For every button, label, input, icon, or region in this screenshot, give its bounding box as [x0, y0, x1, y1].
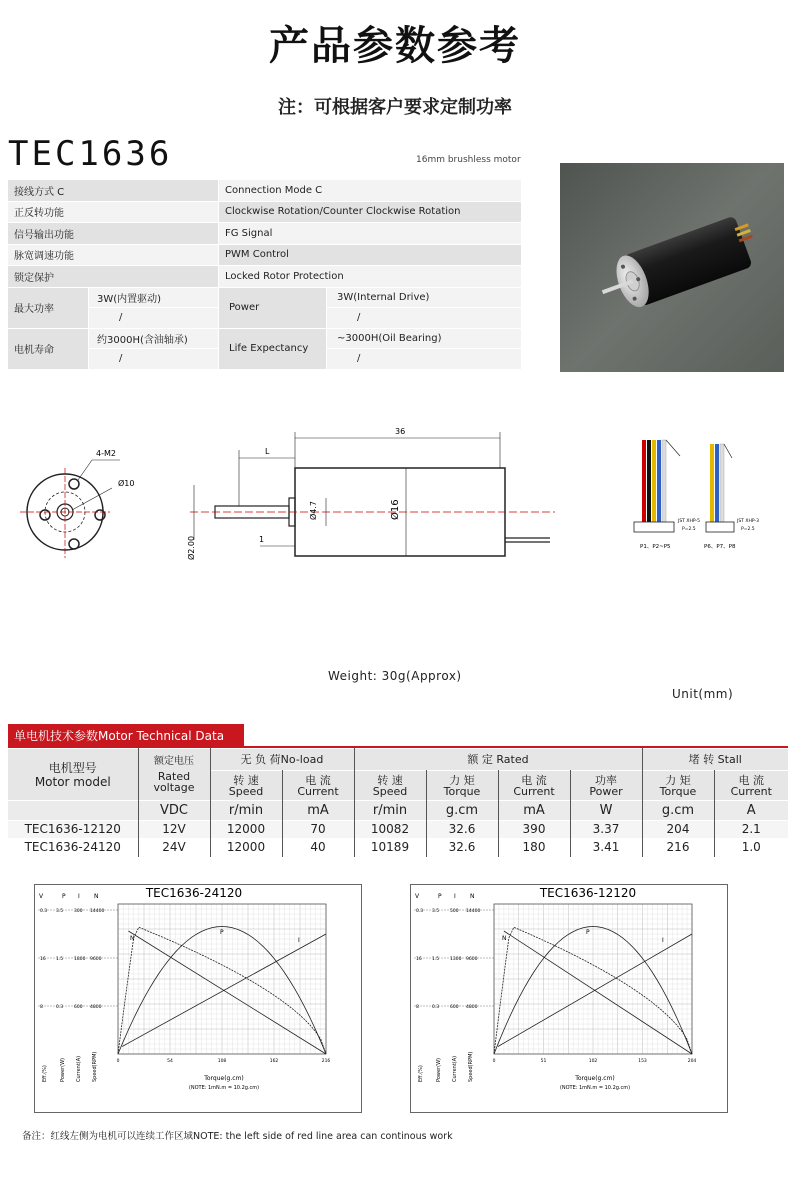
x-tick: 162: [269, 1059, 279, 1064]
y-axis-head: I: [78, 893, 80, 900]
stall-torque-header: [642, 771, 714, 801]
front-view: [20, 449, 134, 558]
x-tick: 153: [638, 1059, 647, 1064]
spec-life-row: [8, 329, 521, 370]
life-en-value: ~3000H(Oil Bearing): [327, 329, 521, 349]
x-tick: 204: [687, 1059, 697, 1064]
drawing-svg: [10, 420, 780, 580]
th-cn: 转 速: [233, 773, 259, 787]
th-cn: 功率: [595, 773, 617, 787]
x-tick: 0: [116, 1059, 120, 1064]
spec-row: [8, 266, 521, 288]
row-cell: 10082: [354, 821, 426, 839]
unit-cell: VDC: [138, 801, 210, 821]
y-tick: 4800: [90, 1005, 102, 1010]
drawing-length-l: L: [265, 447, 270, 456]
row-cell: 40: [282, 839, 354, 857]
spec-row: [8, 223, 521, 245]
spec-row: [8, 180, 521, 202]
y-tick: 14400: [90, 909, 105, 914]
y-tick: 4800: [466, 1005, 478, 1010]
spec-cn: 脉宽调速功能: [8, 245, 218, 266]
motor-illustration: [560, 163, 784, 372]
model-cn-label: 电机型号: [48, 760, 97, 775]
x-tick: 51: [540, 1059, 547, 1064]
y-tick: 8: [40, 1005, 43, 1010]
drawing-dia-body: Ø16: [390, 499, 401, 520]
spec-cn: 信号输出功能: [8, 223, 218, 244]
y-tick: 0.3: [416, 909, 424, 914]
th-en: Torque: [443, 784, 481, 798]
weight-label: Weight: 30g(Approx): [328, 669, 462, 683]
spec-en: Clockwise Rotation/Counter Clockwise Rotation: [218, 202, 521, 223]
rated-power-header: [570, 771, 642, 801]
spec-en: PWM Control: [218, 245, 521, 266]
life-en-label: Life Expectancy: [218, 329, 326, 369]
table-row: [8, 821, 788, 839]
chart-frame: [411, 885, 728, 1113]
th-en: Torque: [659, 784, 697, 798]
chart-title: TEC1636-24120: [145, 886, 243, 900]
life-cn-label: 电机寿命: [8, 329, 88, 369]
power-cn-values: [88, 288, 218, 328]
curve-label-p: P: [586, 929, 590, 936]
power-en-label: Power: [218, 288, 326, 328]
y-tick: 600: [74, 1005, 83, 1010]
y-tick: 14400: [466, 909, 481, 914]
rated-current-header: [498, 771, 570, 801]
y-tick: 600: [450, 1005, 459, 1010]
chart-y-axis-labels: [415, 893, 480, 1010]
power-en-values: [326, 288, 521, 328]
power-cn-value2: /: [89, 307, 218, 328]
spec-cn: 正反转功能: [8, 202, 218, 223]
conn1-pitch: P=2.5: [682, 527, 696, 532]
drawing-holes-label: 4-M2: [96, 449, 116, 458]
y-axis-head: V: [415, 893, 420, 900]
axis-title: Speed(RPM): [468, 1051, 474, 1082]
axis-title: Current(A): [452, 1055, 458, 1082]
power-en-value: 3W(Internal Drive): [327, 288, 521, 308]
y-tick: 16: [40, 957, 46, 962]
drawing-shaft-dia: Ø2.00: [187, 535, 196, 560]
y-tick: 500: [450, 909, 459, 914]
spec-table: [8, 180, 521, 370]
unit-cell: r/min: [210, 801, 282, 821]
unit-cell: A: [714, 801, 788, 821]
axis-title: Speed(RPM): [92, 1051, 98, 1082]
th-cn: 转 速: [377, 773, 403, 787]
th-cn: 力 矩: [665, 773, 691, 787]
row-cell: 216: [642, 839, 714, 857]
conn2-pitch: P=2.5: [741, 527, 755, 532]
row-cell: 204: [642, 821, 714, 839]
row-cell: 10189: [354, 839, 426, 857]
power-en-value2: /: [327, 307, 521, 328]
x-tick: 108: [217, 1059, 227, 1064]
unit-cell: r/min: [354, 801, 426, 821]
curve-label-p: P: [220, 929, 224, 936]
page-title: 产品参数参考: [269, 23, 521, 69]
y-tick: 0.3: [432, 1005, 440, 1010]
curve-label-i: I: [662, 937, 664, 944]
x-tick: 0: [492, 1059, 496, 1064]
y-tick: 3.5: [432, 909, 440, 914]
voltage-cn-label: 额定电压: [154, 756, 194, 767]
chart-plot-area: [38, 904, 326, 1054]
y-tick: 16: [416, 957, 422, 962]
spec-power-row: [8, 288, 521, 329]
row-cell: 12000: [210, 839, 282, 857]
table-row: [8, 839, 788, 857]
axis-title: Current(A): [76, 1055, 82, 1082]
row-cell: 24V: [138, 839, 210, 857]
life-cn-value2: /: [89, 348, 218, 369]
unit-label: Unit(mm): [672, 687, 734, 701]
y-axis-head: P: [438, 893, 442, 900]
axis-title: Power(W): [436, 1058, 442, 1082]
row-cell: 32.6: [426, 821, 498, 839]
th-cn: 电 流: [738, 773, 764, 787]
connector-1: [634, 440, 700, 550]
life-en-values: [326, 329, 521, 369]
th-cn: 电 流: [521, 773, 547, 787]
unit-cell: mA: [282, 801, 354, 821]
perf-chart-12120: [410, 884, 728, 1116]
motor-photo: [560, 163, 784, 372]
noload-header: 无 负 荷No-load: [210, 749, 354, 771]
conn1-pins: P1、P2~P5: [640, 544, 671, 550]
power-cn-label: 最大功率: [8, 288, 88, 328]
curve-label-n: N: [502, 935, 507, 942]
axis-title: Eff.(%): [42, 1065, 48, 1082]
th-en: Speed: [372, 784, 408, 798]
connector-2: [704, 444, 759, 550]
x-tick: 102: [588, 1059, 598, 1064]
life-en-value2: /: [327, 348, 521, 369]
unit-cell: g.cm: [426, 801, 498, 821]
y-axis-head: P: [62, 893, 66, 900]
tech-section-title: 单电机技术参数Motor Technical Data: [8, 724, 244, 747]
chart-note: (NOTE: 1mN.m = 10.2g.cm): [188, 1085, 260, 1091]
th-en: Current: [513, 784, 555, 798]
conn1-type: JST XHP-5: [678, 519, 700, 524]
tech-header-row-1: [8, 749, 788, 771]
row-cell: 390: [498, 821, 570, 839]
y-tick: 9600: [466, 957, 478, 962]
y-tick: 300: [74, 909, 83, 914]
rated-header: 额 定 Rated: [354, 749, 642, 771]
row-model: TEC1636-12120: [8, 821, 138, 839]
drawing-step: 1: [259, 535, 265, 544]
conn2-type: JST XHP-3: [737, 519, 759, 524]
noload-speed-header: [210, 771, 282, 801]
th-en: Current: [730, 784, 772, 798]
row-cell: 2.1: [714, 821, 788, 839]
y-tick: 0.3: [56, 1005, 64, 1010]
row-cell: 3.41: [570, 839, 642, 857]
y-tick: 0.3: [40, 909, 48, 914]
x-tick: 216: [321, 1059, 331, 1064]
tech-model-header: [8, 749, 138, 801]
spec-cn: 接线方式 C: [8, 180, 218, 201]
chart-axis-titles: [418, 1052, 474, 1082]
y-axis-head: N: [470, 893, 475, 900]
technical-drawing: [10, 420, 780, 580]
row-cell: 3.37: [570, 821, 642, 839]
voltage-en-label: Rated voltage: [153, 770, 195, 794]
spec-en: Connection Mode C: [218, 180, 521, 201]
stall-header: 堵 转 Stall: [642, 749, 788, 771]
chart-xlabel: Torque(g.cm): [575, 1075, 615, 1082]
tech-table: [8, 748, 788, 857]
noload-current-header: [282, 771, 354, 801]
chart-note: (NOTE: 1mN.m = 10.2g.cm): [559, 1085, 631, 1091]
spec-row: [8, 202, 521, 224]
chart-axis-titles: [42, 1052, 98, 1082]
life-cn-value: 约3000H(含油轴承): [89, 329, 218, 349]
unit-cell: mA: [498, 801, 570, 821]
conn2-pins: P6、P7、P8: [704, 544, 736, 550]
th-en: Power: [589, 784, 623, 798]
chart-x-ticks: [493, 1058, 697, 1064]
th-en: Speed: [228, 784, 264, 798]
y-tick: 1.5: [56, 957, 64, 962]
chart-plot-area: [414, 904, 692, 1054]
row-cell: 70: [282, 821, 354, 839]
y-tick: 3.5: [56, 909, 64, 914]
drawing-dia10-label: Ø10: [118, 479, 135, 488]
footnote: 备注：红线左侧为电机可以连续工作区域NOTE: the left side of red line area can continous work: [22, 1131, 453, 1142]
y-tick: 1.5: [432, 957, 440, 962]
chart-title: TEC1636-12120: [539, 886, 637, 900]
curve-label-n: N: [130, 935, 135, 942]
row-cell: 1.0: [714, 839, 788, 857]
y-axis-head: I: [454, 893, 456, 900]
y-axis-head: V: [39, 893, 44, 900]
th-en: Current: [297, 784, 339, 798]
row-cell: 12V: [138, 821, 210, 839]
drawing-length-total: 36: [395, 427, 406, 436]
th-cn: 力 矩: [449, 773, 475, 787]
chart-y-axis-labels: [39, 893, 104, 1010]
row-cell: 32.6: [426, 839, 498, 857]
x-tick: 54: [167, 1059, 173, 1064]
spec-en: Locked Rotor Protection: [218, 266, 521, 287]
drawing-dia-base: Ø4.7: [309, 500, 318, 520]
model-description: 16mm brushless motor: [416, 155, 521, 165]
chart-frame: [35, 885, 362, 1113]
unit-cell: g.cm: [642, 801, 714, 821]
perf-chart-24120: [34, 884, 362, 1116]
unit-cell: W: [570, 801, 642, 821]
tech-voltage-header: [138, 749, 210, 801]
y-axis-head: N: [94, 893, 99, 900]
axis-title: Power(W): [60, 1058, 66, 1082]
stall-current-header: [714, 771, 788, 801]
th-cn: 电 流: [305, 773, 331, 787]
axis-title: Eff.(%): [418, 1065, 424, 1082]
spec-row: [8, 245, 521, 267]
row-cell: 180: [498, 839, 570, 857]
life-cn-values: [88, 329, 218, 369]
spec-cn: 锁定保护: [8, 266, 218, 287]
y-tick: 1800: [74, 957, 86, 962]
page-subtitle: 注：可根据客户要求定制功率: [278, 97, 512, 118]
rated-torque-header: [426, 771, 498, 801]
row-model: TEC1636-24120: [8, 839, 138, 857]
unit-cell-empty: [8, 801, 138, 821]
curve-label-i: I: [298, 937, 300, 944]
spec-en: FG Signal: [218, 223, 521, 244]
tech-units-row: [8, 801, 788, 821]
y-tick: 1300: [450, 957, 462, 962]
rated-speed-header: [354, 771, 426, 801]
chart-x-ticks: [117, 1058, 331, 1064]
chart-xlabel: Torque(g.cm): [204, 1075, 244, 1082]
power-cn-value: 3W(内置驱动): [89, 288, 218, 308]
model-name: TEC1636: [8, 134, 173, 174]
row-cell: 12000: [210, 821, 282, 839]
y-tick: 8: [416, 1005, 419, 1010]
side-view: [186, 427, 555, 560]
model-en-label: Motor model: [34, 774, 111, 789]
y-tick: 9600: [90, 957, 102, 962]
